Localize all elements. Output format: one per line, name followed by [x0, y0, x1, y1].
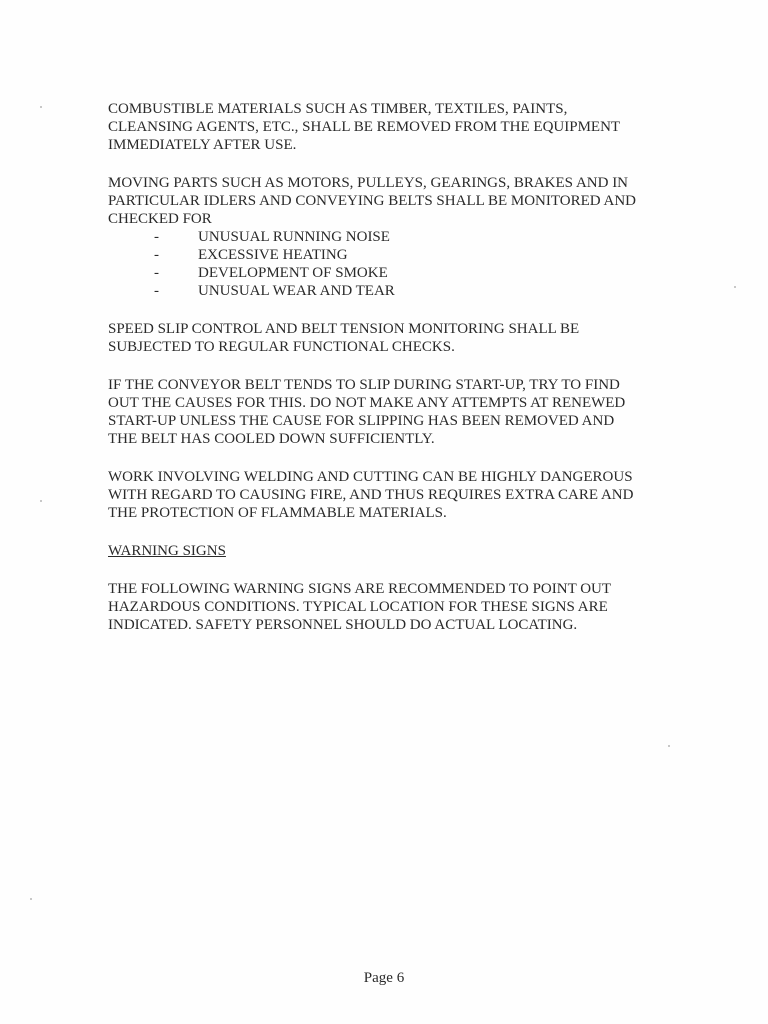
- text-line: SPEED SLIP CONTROL AND BELT TENSION MONITORING SHALL BE: [108, 321, 580, 337]
- checklist-item: [108, 246, 668, 264]
- scan-speck: [30, 898, 32, 900]
- paragraph-moving-parts: [108, 174, 668, 300]
- dash-marker: -: [154, 283, 159, 299]
- text-line: WORK INVOLVING WELDING AND CUTTING CAN BE HIGHLY DANGEROUS: [108, 469, 633, 485]
- checklist: [108, 228, 668, 300]
- text-line: CHECKED FOR: [108, 211, 212, 227]
- text-line: THE BELT HAS COOLED DOWN SUFFICIENTLY.: [108, 431, 435, 447]
- scan-speck: [734, 286, 736, 288]
- document-body: [108, 100, 668, 654]
- dash-marker: -: [154, 229, 159, 245]
- text-line: THE FOLLOWING WARNING SIGNS ARE RECOMMENDED TO POINT OUT: [108, 581, 612, 597]
- paragraph-speed-slip-control: [108, 320, 668, 356]
- paragraph-warning-signs: [108, 580, 668, 634]
- text-line: MOVING PARTS SUCH AS MOTORS, PULLEYS, GEARINGS, BRAKES AND IN: [108, 175, 629, 191]
- text-line: IF THE CONVEYOR BELT TENDS TO SLIP DURING START-UP, TRY TO FIND: [108, 377, 620, 393]
- checklist-item: [108, 264, 668, 282]
- paragraph-welding-cutting: [108, 468, 668, 522]
- text-line: OUT THE CAUSES FOR THIS. DO NOT MAKE ANY ATTEMPTS AT RENEWED: [108, 395, 626, 411]
- scan-speck: [40, 500, 42, 502]
- text-line: COMBUSTIBLE MATERIALS SUCH AS TIMBER, TEXTILES, PAINTS,: [108, 101, 568, 117]
- text-line: IMMEDIATELY AFTER USE.: [108, 137, 297, 153]
- page-number: Page 6: [363, 970, 405, 986]
- checklist-item: [108, 282, 668, 300]
- section-heading-warning-signs: WARNING SIGNS: [108, 543, 226, 559]
- paragraph-belt-slip: [108, 376, 668, 448]
- text-line: WITH REGARD TO CAUSING FIRE, AND THUS REQUIRES EXTRA CARE AND: [108, 487, 634, 503]
- scan-speck: [668, 745, 670, 747]
- text-line: START-UP UNLESS THE CAUSE FOR SLIPPING HAS BEEN REMOVED AND: [108, 413, 615, 429]
- checklist-item-text: DEVELOPMENT OF SMOKE: [198, 265, 388, 281]
- checklist-item: [108, 228, 668, 246]
- checklist-item-text: UNUSUAL RUNNING NOISE: [198, 229, 390, 245]
- scan-speck: [40, 106, 42, 108]
- text-line: THE PROTECTION OF FLAMMABLE MATERIALS.: [108, 505, 447, 521]
- text-line: PARTICULAR IDLERS AND CONVEYING BELTS SHALL BE MONITORED AND: [108, 193, 637, 209]
- text-line: SUBJECTED TO REGULAR FUNCTIONAL CHECKS.: [108, 339, 455, 355]
- paragraph-combustible-materials: [108, 100, 668, 154]
- checklist-item-text: EXCESSIVE HEATING: [198, 247, 348, 263]
- dash-marker: -: [154, 265, 159, 281]
- dash-marker: -: [154, 247, 159, 263]
- text-line: HAZARDOUS CONDITIONS. TYPICAL LOCATION FOR THESE SIGNS ARE: [108, 599, 608, 615]
- checklist-item-text: UNUSUAL WEAR AND TEAR: [198, 283, 395, 299]
- text-line: CLEANSING AGENTS, ETC., SHALL BE REMOVED FROM THE EQUIPMENT: [108, 119, 621, 135]
- text-line: INDICATED. SAFETY PERSONNEL SHOULD DO ACTUAL LOCATING.: [108, 617, 578, 633]
